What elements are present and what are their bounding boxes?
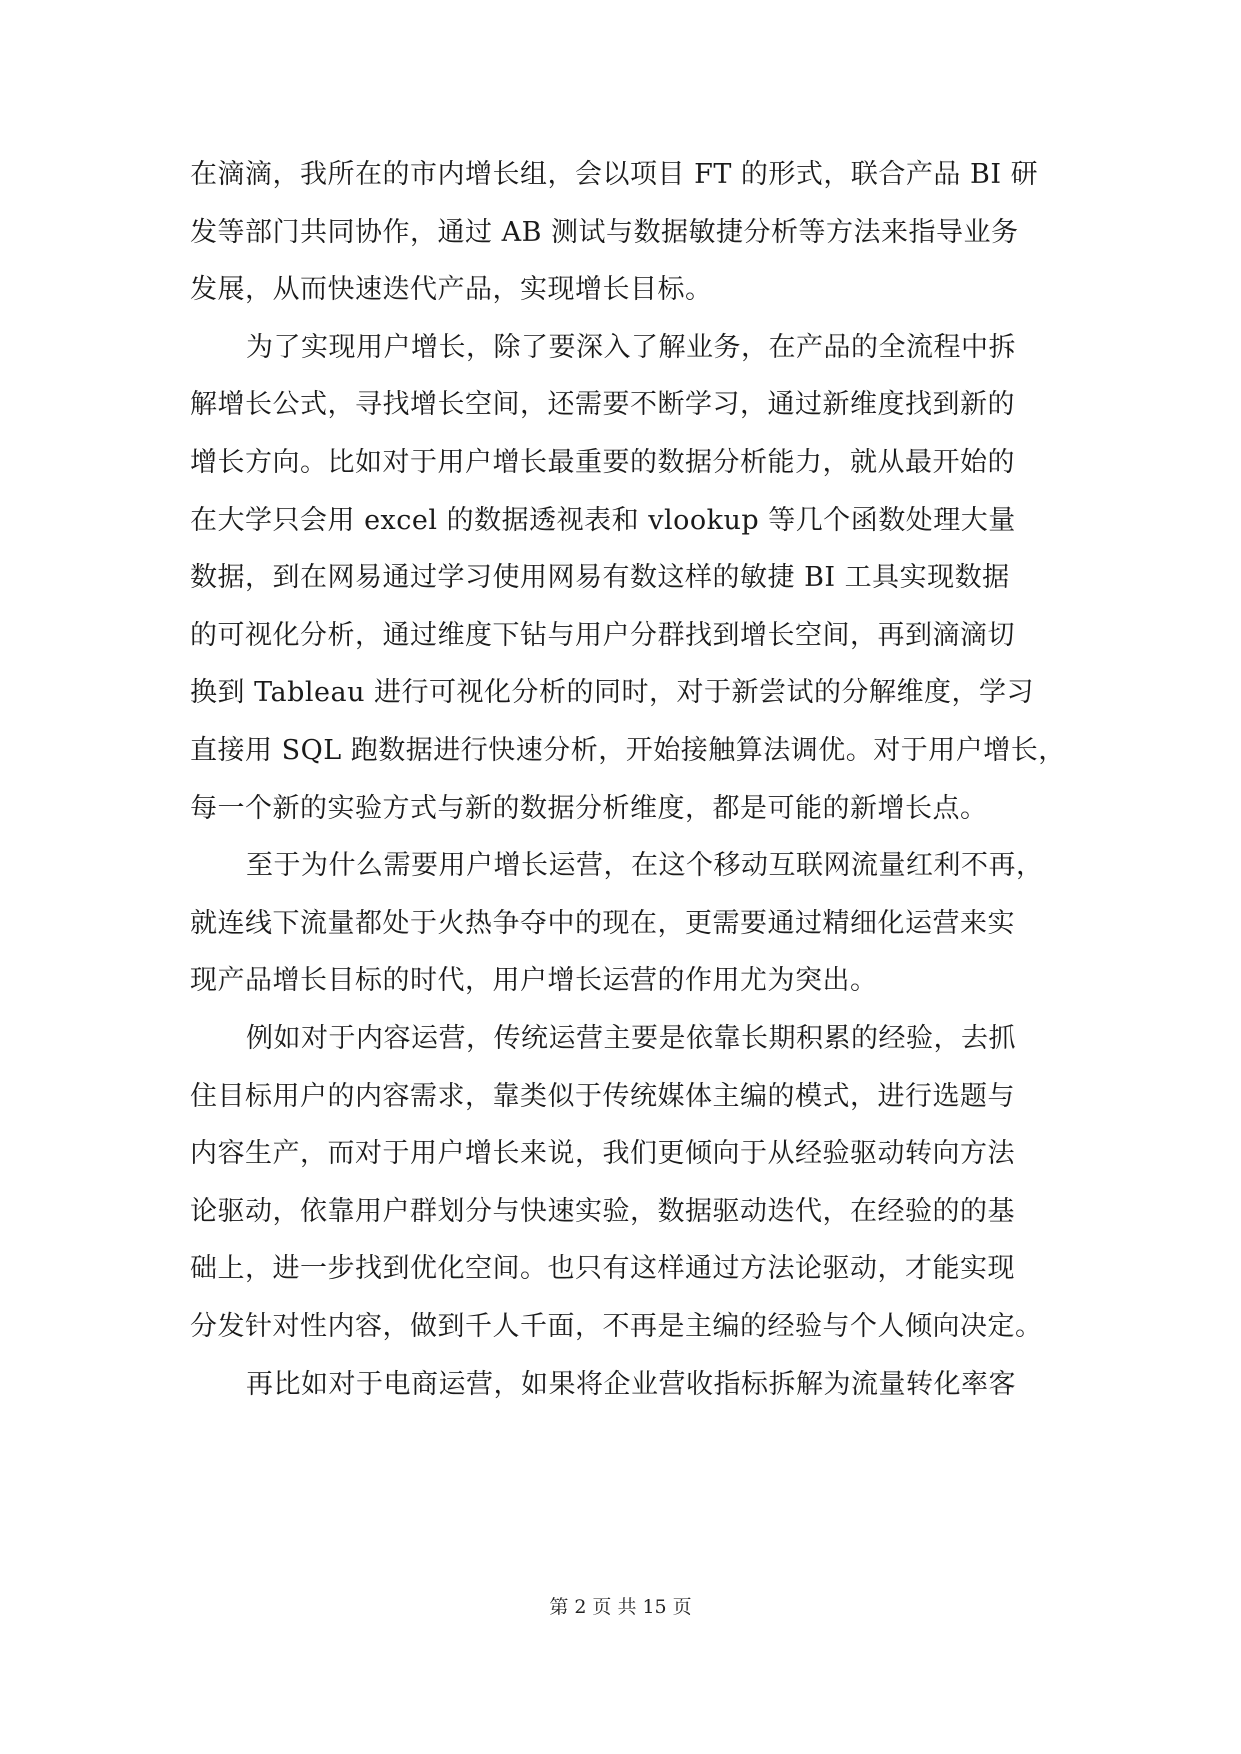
footer-total-pages: 15 [642, 1596, 667, 1618]
paragraph-2-line-9: 每一个新的实验方式与新的数据分析维度，都是可能的新增长点。 [190, 792, 988, 824]
paragraph-5-line-1: 再比如对于电商运营，如果将企业营收指标拆解为流量转化率客 [246, 1368, 1016, 1400]
paragraph-3-line-2: 就连线下流量都处于火热争夺中的现在，更需要通过精细化运营来实 [190, 907, 1015, 939]
paragraph-1-line-2: 发等部门共同协作，通过 AB 测试与数据敏捷分析等方法来指导业务 [190, 216, 1019, 248]
footer-prefix: 第 [549, 1596, 569, 1618]
paragraph-2-line-8: 直接用 SQL 跑数据进行快速分析，开始接触算法调优。对于用户增长， [190, 735, 1066, 766]
footer-suffix: 页 [672, 1596, 692, 1618]
paragraph-2-line-1: 为了实现用户增长，除了要深入了解业务，在产品的全流程中拆 [246, 331, 1016, 363]
paragraph-2-line-3: 增长方向。比如对于用户增长最重要的数据分析能力，就从最开始的 [190, 447, 1015, 478]
footer-middle: 页 共 [592, 1596, 637, 1618]
paragraph-3-line-1: 至于为什么需要用户增长运营，在这个移动互联网流量红利不再， [246, 850, 1044, 882]
footer-page-number: 2 [574, 1596, 587, 1618]
paragraph-2-line-5: 数据，到在网易通过学习使用网易有数这样的敏捷 BI 工具实现数据 [190, 562, 1010, 594]
paragraph-4-line-2: 住目标用户的内容需求，靠类似于传统媒体主编的模式，进行选题与 [190, 1080, 1015, 1112]
paragraph-2-line-2: 解增长公式，寻找增长空间，还需要不断学习，通过新维度找到新的 [190, 389, 1015, 421]
paragraph-4-line-3: 内容生产，而对于用户增长来说，我们更倾向于从经验驱动转向方法 [190, 1138, 1015, 1170]
paragraph-2-line-7: 换到 Tableau 进行可视化分析的同时，对于新尝试的分解维度，学习 [190, 677, 1035, 709]
paragraph-4-line-1: 例如对于内容运营，传统运营主要是依靠长期积累的经验，去抓 [246, 1023, 1016, 1054]
paragraph-4-line-5: 础上，进一步找到优化空间。也只有这样通过方法论驱动，才能实现 [190, 1253, 1015, 1285]
paragraph-1-line-3: 发展，从而快速迭代产品，实现增长目标。 [190, 274, 713, 306]
paragraph-3-line-3: 现产品增长目标的时代，用户增长运营的作用尤为突出。 [190, 965, 878, 997]
paragraph-1-line-1: 在滴滴，我所在的市内增长组，会以项目 FT 的形式，联合产品 BI 研 [190, 159, 1039, 190]
page-footer [0, 1592, 1241, 1619]
paragraph-4-line-6: 分发针对性内容，做到千人千面，不再是主编的经验与个人倾向决定。 [190, 1311, 1043, 1342]
paragraph-2-line-6: 的可视化分析，通过维度下钻与用户分群找到增长空间，再到滴滴切 [190, 619, 1015, 651]
paragraph-2-line-4: 在大学只会用 excel 的数据透视表和 vlookup 等几个函数处理大量 [190, 504, 1016, 536]
paragraph-4-line-4: 论驱动，依靠用户群划分与快速实验，数据驱动迭代，在经验的的基 [190, 1195, 1015, 1227]
